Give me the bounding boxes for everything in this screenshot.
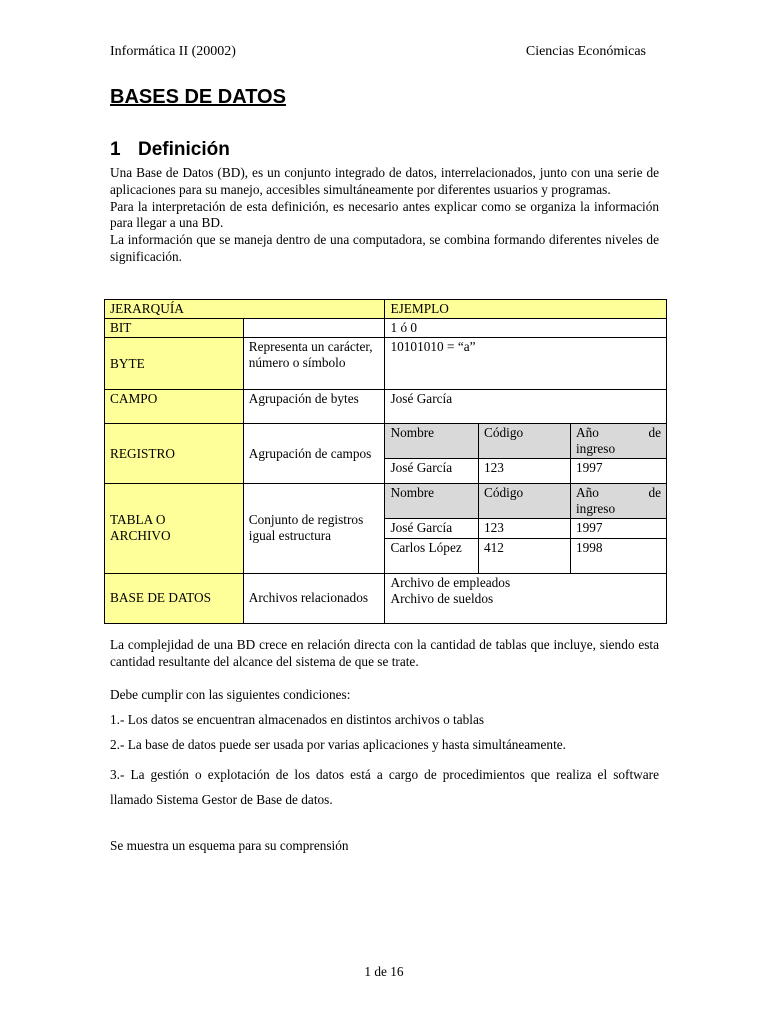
example-tabla [385,484,667,574]
col-anio-word: de [648,425,661,440]
condition-item: 3.- La gestión o explotación de los datos está a cargo de procedimientos que realiza el software llamado Sistema Gestor de Base de datos. [110,767,659,807]
cell-codigo: 123 [478,459,570,483]
level-campo: CAMPO [105,390,244,424]
condition-item: 1.- Los datos se encuentran almacenados en distintos archivos o tablas [110,712,485,727]
example-base-de-datos [385,573,667,623]
desc-campo: Agrupación de bytes [243,390,385,424]
col-nombre: Nombre [385,484,478,519]
col-nombre: Nombre [385,424,478,459]
section-heading [110,139,230,161]
cell-nombre: Carlos López [385,539,478,573]
example-registro [385,424,667,484]
level-registro: REGISTRO [105,424,244,484]
header-ejemplo: EJEMPLO [385,300,667,319]
col-anio [570,424,666,459]
cell-codigo: 412 [478,539,570,573]
document-title: BASES DE DATOS [110,86,286,108]
level-base-de-datos: BASE DE DATOS [105,573,244,623]
complexity-paragraph: La complejidad de una BD crece en relación directa con la cantidad de tablas que incluye, siendo esta cantidad resultante del alcance del sistema de que se trate. [110,637,659,669]
header-course: Informática II (20002) [110,44,236,59]
level-byte: BYTE [105,338,244,390]
example-bd-line1: Archivo de empleados [390,574,511,590]
section-title: Definición [138,139,230,160]
hierarchy-table [104,299,667,624]
cell-anio: 1997 [575,460,603,475]
col-anio-word: Año [575,485,599,500]
desc-registro: Agrupación de campos [243,424,385,484]
col-codigo: Código [478,424,570,459]
col-ingreso: ingreso [575,441,616,456]
intro-paragraphs [110,165,659,266]
level-bit: BIT [105,319,244,338]
desc-byte: Representa un carácter, número o símbolo [243,338,385,390]
level-tabla-line1: TABLA O [110,512,166,528]
intro-paragraph: Una Base de Datos (BD), es un conjunto integrado de datos, interrelacionados, junto con una serie de aplicaciones para su manejo, accesibles simultáneamente por diferentes usuarios y programas. [110,165,659,197]
condition-item: 2.- La base de datos puede ser usada por varias aplicaciones y hasta simultáneamente. [110,737,566,752]
cell-anio: 1998 [575,540,603,555]
example-bd-line2: Archivo de sueldos [390,590,494,606]
col-anio [570,484,666,519]
conditions-intro: Debe cumplir con las siguientes condiciones: [110,687,351,702]
header-faculty: Ciencias Económicas [525,44,646,59]
desc-bit [243,319,385,338]
page-number: 1 de 16 [364,964,404,979]
desc-tabla: Conjunto de registros igual estructura [243,484,385,574]
example-bit: 1 ó 0 [385,319,667,338]
cell-nombre: José García [385,519,478,539]
cell-codigo: 123 [478,519,570,539]
col-anio-word: Año [575,425,599,440]
intro-paragraph: Para la interpretación de esta definición, es necesario antes explicar como se organiza la información para llegar a una BD. [110,198,659,231]
section-number: 1 [110,139,121,160]
cell-nombre: José García [385,459,478,483]
desc-base-de-datos: Archivos relacionados [243,573,385,623]
scheme-text: Se muestra un esquema para su comprensión [110,838,349,853]
level-tabla-line2: ARCHIVO [110,528,171,544]
col-codigo: Código [478,484,570,519]
level-tabla [105,484,244,574]
col-anio-word: de [648,485,661,500]
registro-subtable [385,424,666,483]
example-campo: José García [385,390,667,424]
intro-paragraph: La información que se maneja dentro de una computadora, se combina formando diferentes niveles de significación. [110,232,659,264]
cell-anio: 1997 [570,519,666,539]
col-ingreso: ingreso [575,501,616,516]
header-jerarquia: JERARQUÍA [105,300,385,319]
tabla-subtable [385,484,666,573]
example-byte: 10101010 = “a” [385,338,667,390]
